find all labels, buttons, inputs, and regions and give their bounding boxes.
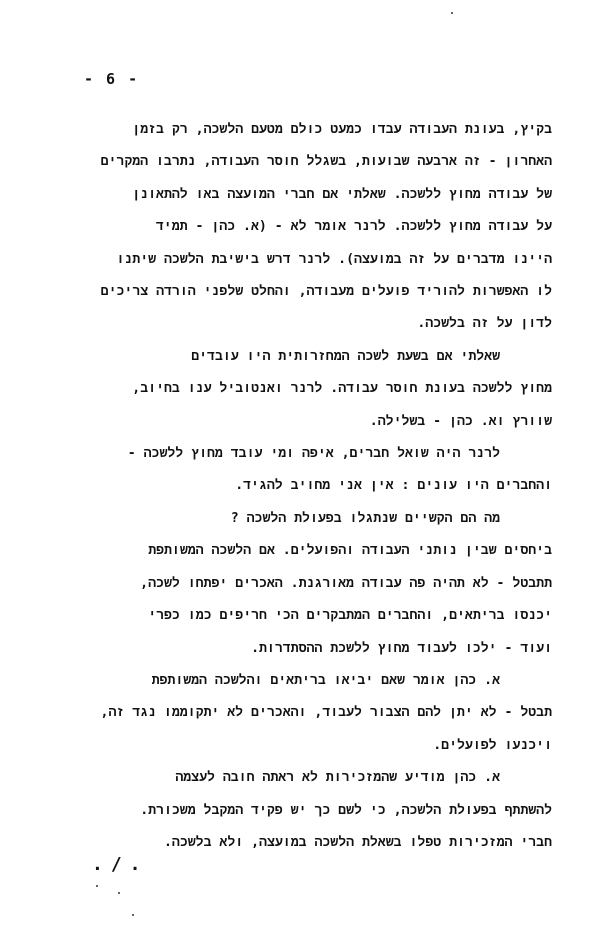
paper-speck <box>451 12 453 14</box>
text-line: לדון על זה בלשכה. <box>417 316 552 332</box>
text-line: לרנר היה שואל חברים, איפה ומי עובד מחוץ ללשכה - <box>127 446 500 462</box>
text-line: תתבטל - לא תהיה פה עבודה מאורגנת. האכרים יפתחו לשכה, <box>140 575 552 591</box>
text-line: ועוד - ילכו לעבוד מחוץ ללשכת ההסתדרות. <box>251 640 552 656</box>
closing-mark: ./. <box>92 854 149 875</box>
text-line: א. כהן מודיע שהמזכירות לא ראתה חובה לעצמה <box>175 770 500 786</box>
text-line: לו האפשרות להוריד פועלים מעבודה, והחלט שלפני הורדה צריכים <box>100 284 552 300</box>
text-line: והחברים היו עונים : אין אני מחויב להגיד. <box>235 478 552 494</box>
text-line: ויכנעו לפועלים. <box>433 737 552 753</box>
text-line: מה הם הקשיים שנתגלו בפעולת הלשכה ? <box>230 510 500 526</box>
text-line: האחרון - זה ארבעה שבועות, בשגלל חוסר העבודה, נתרבו המקרים <box>100 154 552 170</box>
text-line: שוורץ וא. כהן - בשלילה. <box>369 413 552 429</box>
text-line: היינו מדברים על זה במועצה). לרנר דרש בישיבת הלשכה שיתנו <box>116 251 552 267</box>
text-line: תבטל - לא יתן להם הצבור לעבוד, והאכרים לא יתקוממו נגד זה, <box>100 705 552 721</box>
page-number: - 6 - <box>84 70 140 88</box>
text-line: א. כהן אומר שאם יביאו בריתאים והלשכה המשותפת <box>151 672 500 688</box>
paper-speck <box>118 892 120 894</box>
paper-speck <box>132 914 134 916</box>
text-line: על עבודה מחוץ ללשכה. לרנר אומר לא - (א. כהן - תמיד <box>155 219 552 235</box>
text-line: בקיץ, בעונת העבודה עבדו כמעט כולם מטעם הלשכה, רק בזמן <box>132 122 552 137</box>
text-line: של עבודה מחוץ ללשכה. שאלתי אם חברי המועצה באו להתאונן <box>132 186 552 202</box>
text-line: חברי המזכירות טפלו בשאלת הלשכה במועצה, ולא בלשכה. <box>163 834 552 850</box>
paper-speck <box>96 885 98 887</box>
body-text <box>40 114 552 859</box>
text-line: יכנסו בריתאים, והחברים המתבקרים הכי חריפים כמו כפרי <box>148 608 552 624</box>
text-line: שאלתי אם בשעת לשכה המחזרותית היו עובדים <box>191 348 500 364</box>
text-line: להשתתף בפעולת הלשכה, כי לשם כך יש פקיד המקבל משכורת. <box>140 802 552 818</box>
text-line: מחוץ ללשכה בעונת חוסר עבודה. לרנר ואנטוביל ענו בחיוב, <box>132 381 552 397</box>
text-line: ביחסים שבין נותני העבודה והפועלים. אם הלשכה המשותפת <box>148 543 552 559</box>
